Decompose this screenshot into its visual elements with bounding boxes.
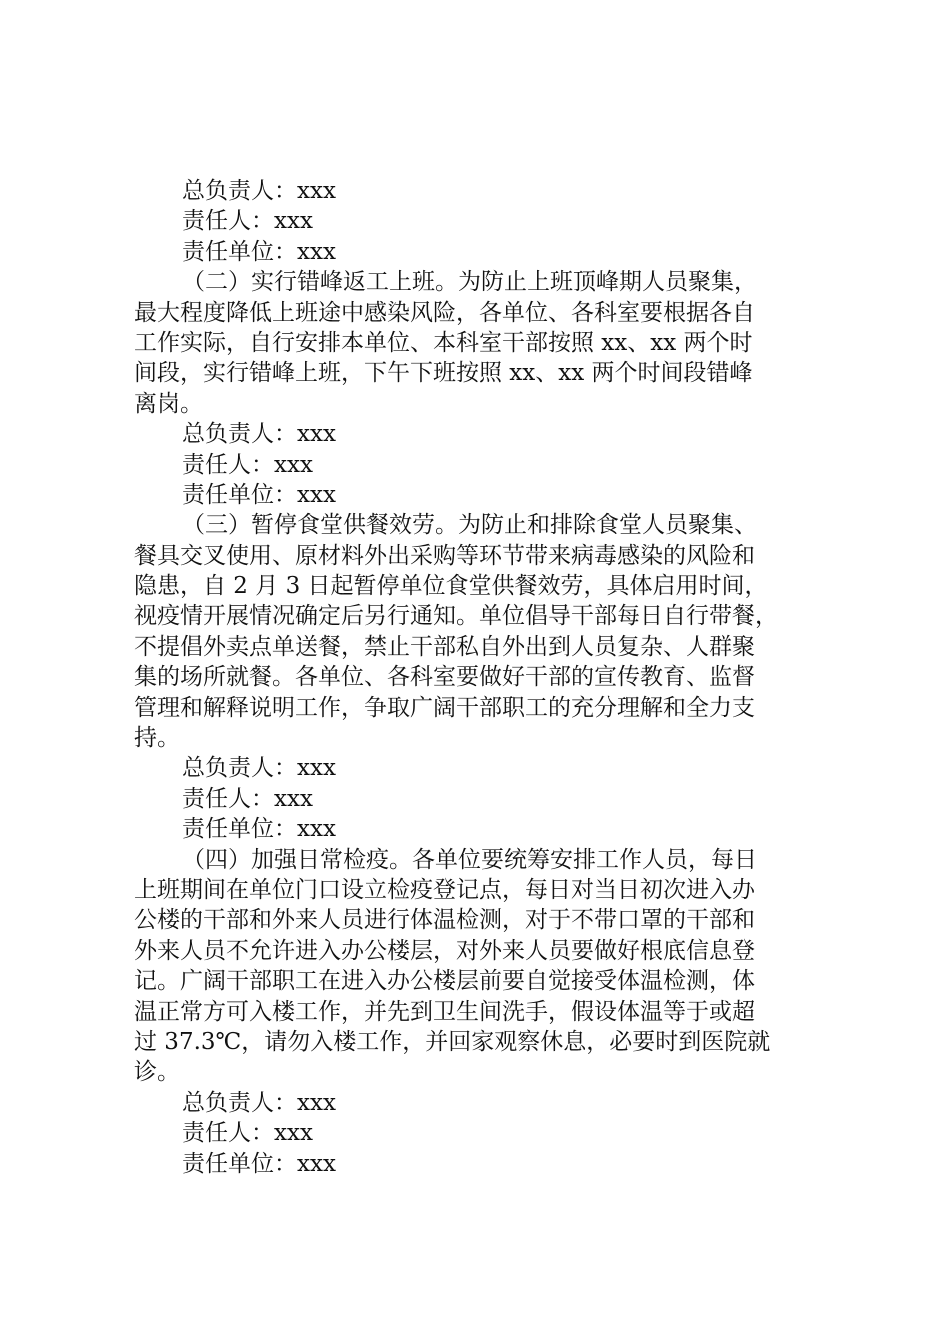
paragraph-line: 隐患，自 2 月 3 日起暂停单位食堂供餐效劳，具体启用时间， [134,573,768,600]
responsible-unit-line: 责任单位：xxx [182,238,336,265]
paragraph-line: 外来人员不允许进入办公楼层，对外来人员要做好根底信息登 [134,937,755,964]
paragraph-line: 温正常方可入楼工作，并先到卫生间洗手，假设体温等于或超 [134,998,755,1025]
paragraph-line: 诊。 [134,1059,180,1086]
paragraph-line: 不提倡外卖点单送餐，禁止干部私自外出到人员复杂、人群聚 [134,633,755,660]
paragraph-line: 管理和解释说明工作，争取广阔干部职工的充分理解和全力支 [134,694,755,721]
paragraph-canteen-suspension [134,510,824,753]
paragraph-daily-quarantine [134,845,824,1088]
paragraph-line: 公楼的干部和外来人员进行体温检测，对于不带口罩的干部和 [134,907,755,934]
paragraph-line: （四）加强日常检疫。各单位要统筹安排工作人员，每日 [182,846,757,873]
paragraph-line: 工作实际，自行安排本单位、本科室干部按照 xx、xx 两个时 [134,329,753,356]
chief-responsible-line: 总负责人：xxx [182,178,336,204]
responsible-person-line: 责任人：xxx [182,1120,313,1147]
chief-responsible-line: 总负责人：xxx [182,755,336,782]
responsible-unit-line: 责任单位：xxx [182,1150,336,1177]
paragraph-line: 过 37.3℃，请勿入楼工作，并回家观察休息，必要时到医院就 [134,1028,771,1055]
paragraph-line: （二）实行错峰返工上班。为防止上班顶峰期人员聚集， [182,269,757,296]
responsible-unit-line: 责任单位：xxx [182,481,336,508]
paragraph-line: 集的场所就餐。各单位、各科室要做好干部的宣传教育、监督 [134,664,755,691]
paragraph-line: 离岗。 [134,390,203,417]
paragraph-line: 餐具交叉使用、原材料外出采购等环节带来病毒感染的风险和 [134,542,755,569]
paragraph-line: （三）暂停食堂供餐效劳。为防止和排除食堂人员聚集、 [182,512,757,539]
paragraph-line: 间段，实行错峰上班，下午下班按照 xx、xx 两个时间段错峰 [134,360,753,387]
paragraph-line: 最大程度降低上班途中感染风险，各单位、各科室要根据各自 [134,299,755,326]
responsible-person-line: 责任人：xxx [182,785,313,812]
paragraph-line: 视疫情开展情况确定后另行通知。单位倡导干部每日自行带餐， [134,603,778,630]
chief-responsible-line: 总负责人：xxx [182,1089,336,1116]
chief-responsible-line: 总负责人：xxx [182,421,336,448]
document-page [134,176,824,1179]
paragraph-line: 上班期间在单位门口设立检疫登记点，每日对当日初次进入办 [134,876,755,903]
paragraph-line: 持。 [134,725,180,752]
paragraph-line: 记。广阔干部职工在进入办公楼层前要自觉接受体温检测，体 [134,968,755,995]
responsible-person-line: 责任人：xxx [182,451,313,478]
responsible-unit-line: 责任单位：xxx [182,816,336,843]
responsible-person-line: 责任人：xxx [182,208,313,235]
paragraph-staggered-shifts [134,267,824,419]
